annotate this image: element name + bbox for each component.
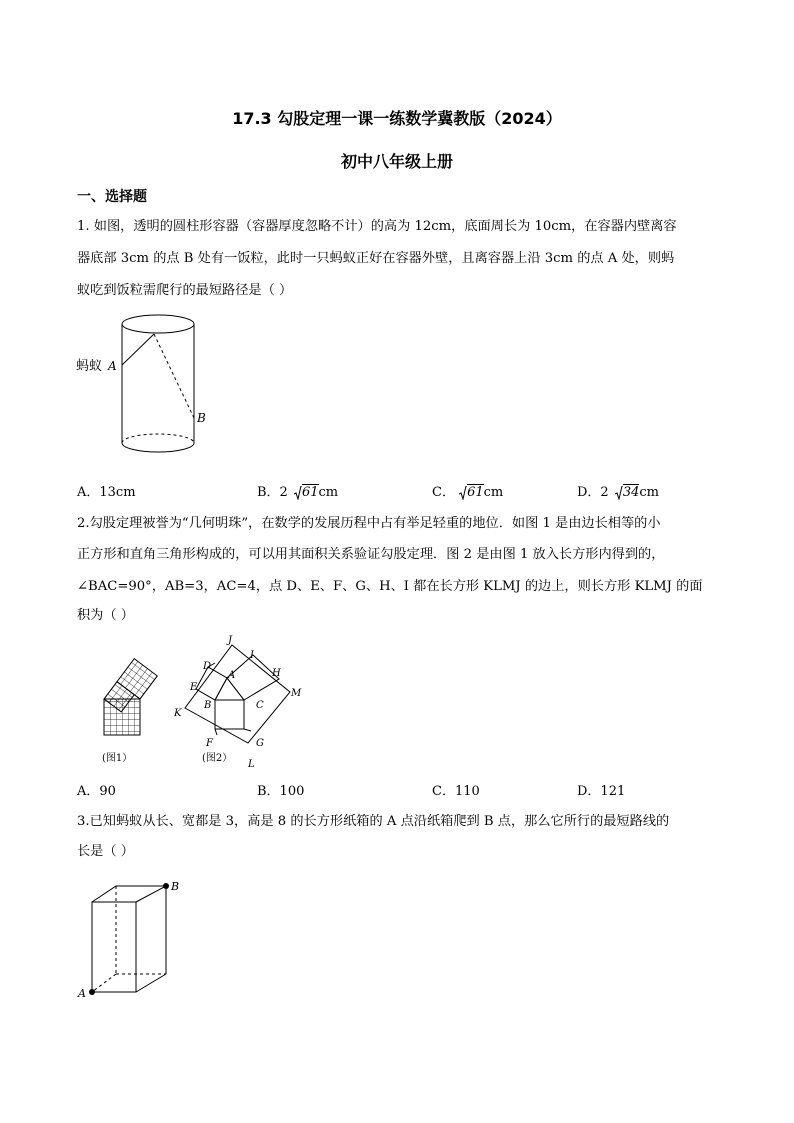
page-subtitle: 初中八年级上册 [340, 152, 453, 171]
question-2-option-c: C．110 [432, 784, 480, 799]
question-2-option-d: D．121 [577, 784, 626, 799]
point-m-label: M [291, 688, 302, 699]
pythagoras-grid-figure [74, 653, 164, 768]
figure-1-caption: (图1） [102, 753, 133, 764]
question-1-line-1: 1. 如图，透明的圆柱形容器（容器厚度忽略不计）的高为 12cm，底面周长为 10cm，在容器内壁离容 [77, 219, 677, 234]
point-i-label: I [250, 650, 254, 661]
question-2-line-2: 正方形和直角三角形构成的，可以用其面积关系验证勾股定理．图 2 是由图 1 放入长方形内得到的， [77, 547, 665, 562]
box-point-a-label: A [78, 987, 86, 1000]
point-h-label: H [272, 668, 281, 679]
figure-2-caption: (图2） [202, 753, 233, 764]
page-title: 17.3 勾股定理一课一练数学冀教版（2024） [232, 109, 562, 128]
question-2-line-3: ∠BAC=90°，AB=3，AC=4，点 D、E、F、G、H、I 都在长方形 KLMJ 的边上，则长方形 KLMJ 的面 [77, 579, 703, 594]
point-d-label: D [203, 661, 212, 672]
ant-label: 蚂蚁 [76, 359, 103, 374]
question-2-line-4: 积为（ ） [77, 608, 134, 623]
question-1-option-b: B．2 61cm [257, 485, 339, 500]
box-point-b-label: B [171, 880, 180, 893]
question-2-line-1: 2.勾股定理被誉为“几何明珠”，在数学的发展历程中占有举足轻重的地位．如图 1 是由边长相等的小 [77, 516, 661, 531]
question-1-option-c: C． 61cm [432, 485, 504, 500]
point-b-label-fig2: B [204, 700, 212, 711]
question-2-option-a: A．90 [77, 784, 116, 799]
question-1-option-d: D．2 34cm [577, 485, 659, 500]
point-j-label: J [228, 635, 233, 646]
point-e-label: E [190, 682, 198, 693]
point-k-label: K [174, 708, 182, 719]
question-1-line-3: 蚁吃到饭粒需爬行的最短路径是（ ） [77, 283, 293, 298]
question-3-line-2: 长是（ ） [77, 844, 134, 859]
point-b-label: B [197, 411, 206, 425]
question-2-option-b: B．100 [257, 784, 305, 799]
question-1-option-a: A．13cm [77, 485, 136, 500]
section-heading: 一、选择题 [77, 189, 147, 205]
point-f-label: F [206, 738, 213, 749]
question-1-line-2: 器底部 3cm 的点 B 处有一饭粒，此时一只蚂蚁正好在容器外壁，且离容器上沿 3cm 的点 A 处，则蚂 [77, 251, 675, 266]
point-a-label-fig2: A [228, 670, 236, 681]
point-c-label: C [256, 700, 264, 711]
cylinder-figure [70, 308, 210, 468]
question-3-line-1: 3.已知蚂蚁从长、宽都是 3，高是 8 的长方形纸箱的 A 点沿纸箱爬到 B 点，那么它所行的最短路线的 [77, 814, 670, 829]
rectangle-klmj-figure [168, 630, 308, 775]
point-l-label: L [248, 759, 255, 770]
point-g-label: G [256, 738, 264, 749]
point-a-label: A [108, 359, 117, 373]
box-figure [74, 876, 194, 1001]
